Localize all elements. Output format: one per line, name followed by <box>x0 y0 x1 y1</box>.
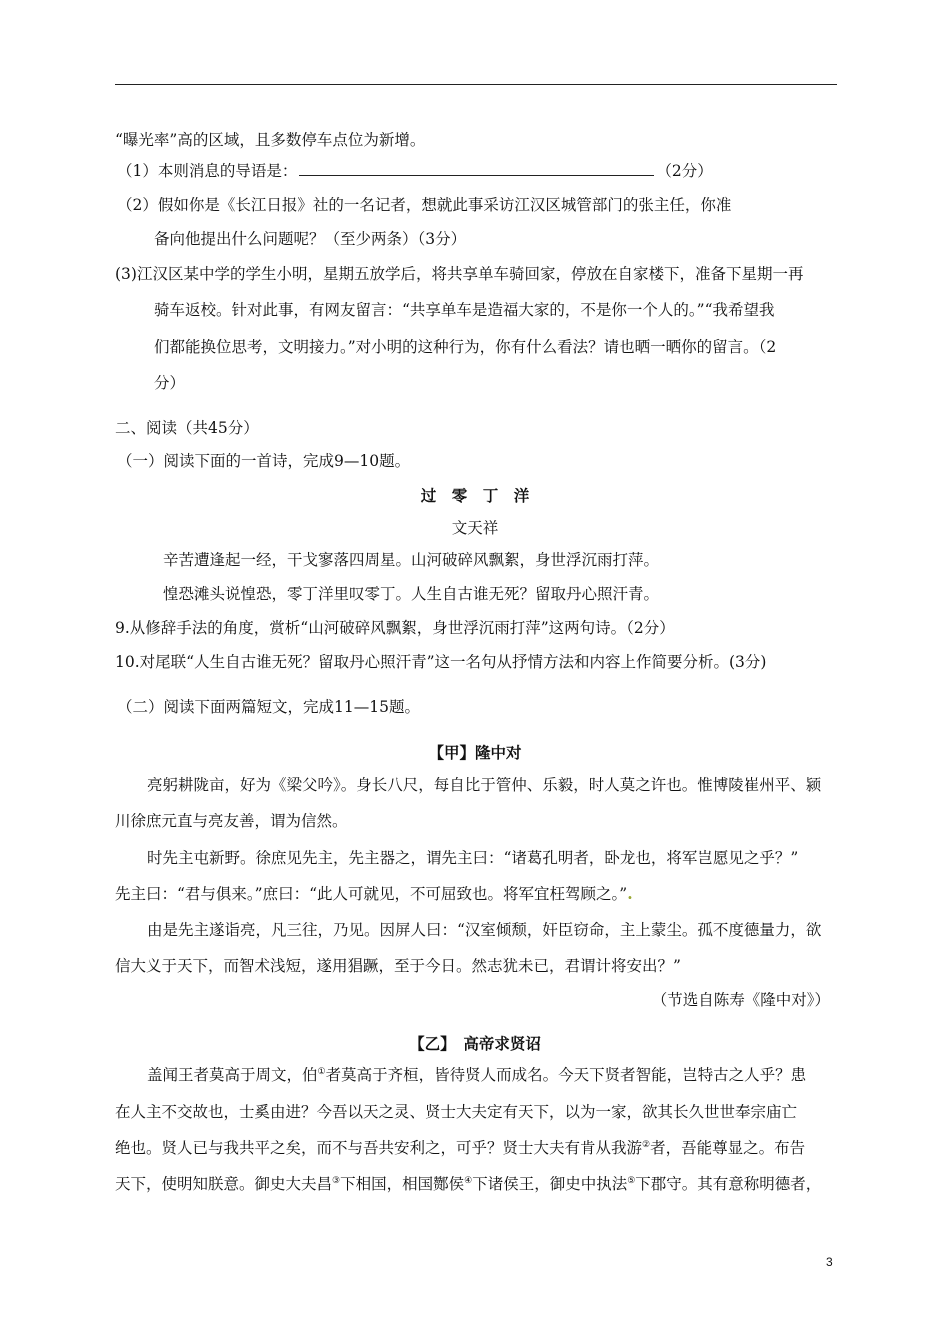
text-line: “曝光率”高的区域，且多数停车点位为新增。 <box>115 131 426 149</box>
passage-line: 信大义于天下，而智术浅短，遂用猖蹶，至于今日。然志犹未已，君谓计将安出？” <box>115 957 681 975</box>
poem-line: 惶恐滩头说惶恐，零丁洋里叹零丁。人生自古谁无死？留取丹心照汗青。 <box>163 585 660 603</box>
subsection-heading: （二）阅读下面两篇短文，完成11—15题。 <box>117 698 420 716</box>
question-1-text: （1）本则消息的导语是： <box>117 162 298 180</box>
question-2-cont: 备向他提出什么问题呢？（至少两条）（3分） <box>154 230 467 248</box>
header-rule <box>115 84 837 85</box>
question-2: （2）假如你是《长江日报》社的一名记者，想就此事采访江汉区城管部门的张主任，你准 <box>117 196 732 214</box>
question-9: 9.从修辞手法的角度，赏析“山河破碎风飘絮，身世浮沉雨打萍”这两句诗。（2分） <box>115 619 675 637</box>
passage-line <box>115 884 633 904</box>
passage-source: （节选自陈寿《隆中对》） <box>651 991 830 1009</box>
passage-line <box>115 1174 821 1194</box>
passage-line: 川徐庶元直与亮友善，谓为信然。 <box>115 812 348 830</box>
footnote-marker: ② <box>642 1139 651 1150</box>
passage-text: 天下，使明知朕意。御史大夫昌 <box>115 1175 333 1193</box>
dot-mark: . <box>627 884 633 903</box>
answer-blank[interactable] <box>299 161 654 176</box>
question-3-cont: 分） <box>154 374 186 392</box>
passage-text: 绝也。贤人已与我共平之矣，而不与吾共安利之，可乎？贤士大夫有肯从我游 <box>115 1139 643 1157</box>
passage-text: 盖闻王者莫高于周文，伯 <box>147 1066 318 1084</box>
passage-text: 者莫高于齐桓，皆待贤人而成名。今天下贤者智能，岂特古之人乎？患 <box>325 1066 807 1084</box>
section-heading: 二、阅读（共45分） <box>115 419 259 437</box>
passage-text: 下郡守。其有意称明德者， <box>635 1175 822 1193</box>
passage-text: 先主曰：“君与俱来。”庶曰：“此人可就见，不可屈致也。将军宜枉驾顾之。” <box>115 885 628 903</box>
passage-line: 由是先主遂诣亮，凡三往，乃见。因屏人曰：“汉室倾颓，奸臣窃命，主上蒙尘。孤不度德量力，欲 <box>147 921 822 939</box>
passage-yi-title: 【乙】 高帝求贤诏 <box>409 1034 541 1053</box>
footnote-marker: ④ <box>464 1175 473 1186</box>
question-10: 10.对尾联“人生自古谁无死？留取丹心照汗青”这一名句从抒情方法和内容上作简要分析。(3分) <box>115 653 767 671</box>
subsection-heading: （一）阅读下面的一首诗，完成9—10题。 <box>117 452 411 470</box>
passage-line <box>147 1065 806 1085</box>
passage-text: 下诸侯王，御史中执法 <box>472 1175 628 1193</box>
footnote-marker: ⑤ <box>627 1175 636 1186</box>
page-number: 3 <box>826 1255 833 1269</box>
poem-line: 辛苦遭逢起一经，干戈寥落四周星。山河破碎风飘絮，身世浮沉雨打萍。 <box>163 551 660 569</box>
passage-line: 在人主不交故也，士奚由进？今吾以天之灵、贤士大夫定有天下，以为一家，欲其长久世世奉宗庙亡 <box>115 1103 798 1121</box>
poem-author: 文天祥 <box>451 519 499 537</box>
passage-text: 者，吾能尊显之。布告 <box>650 1139 806 1157</box>
question-1-score: （2分） <box>656 162 713 180</box>
question-3-cont: 们都能换位思考，文明接力。”对小明的这种行为，你有什么看法？请也晒一晒你的留言。（2 <box>154 338 777 356</box>
passage-line: 亮躬耕陇亩，好为《梁父吟》。身长八尺，每自比于管仲、乐毅，时人莫之许也。惟博陵崔州平、颍 <box>147 776 822 794</box>
passage-jia-title: 【甲】隆中对 <box>428 743 522 762</box>
question-3: (3)江汉区某中学的学生小明，星期五放学后，将共享单车骑回家，停放在自家楼下，准备下星期一再 <box>115 265 804 283</box>
footnote-marker: ① <box>317 1066 326 1077</box>
passage-line <box>115 1138 805 1158</box>
footnote-marker: ③ <box>332 1175 341 1186</box>
question-3-cont: 骑车返校。针对此事，有网友留言：“共享单车是造福大家的，不是你一个人的。”“我希望我 <box>154 301 775 319</box>
question-1 <box>117 161 713 181</box>
passage-text: 下相国，相国酂侯 <box>340 1175 465 1193</box>
passage-line: 时先主屯新野。徐庶见先主，先主器之，谓先主曰：“诸葛孔明者，卧龙也，将军岂愿见之乎？” <box>147 849 799 867</box>
poem-title: 过 零 丁 洋 <box>420 486 530 505</box>
